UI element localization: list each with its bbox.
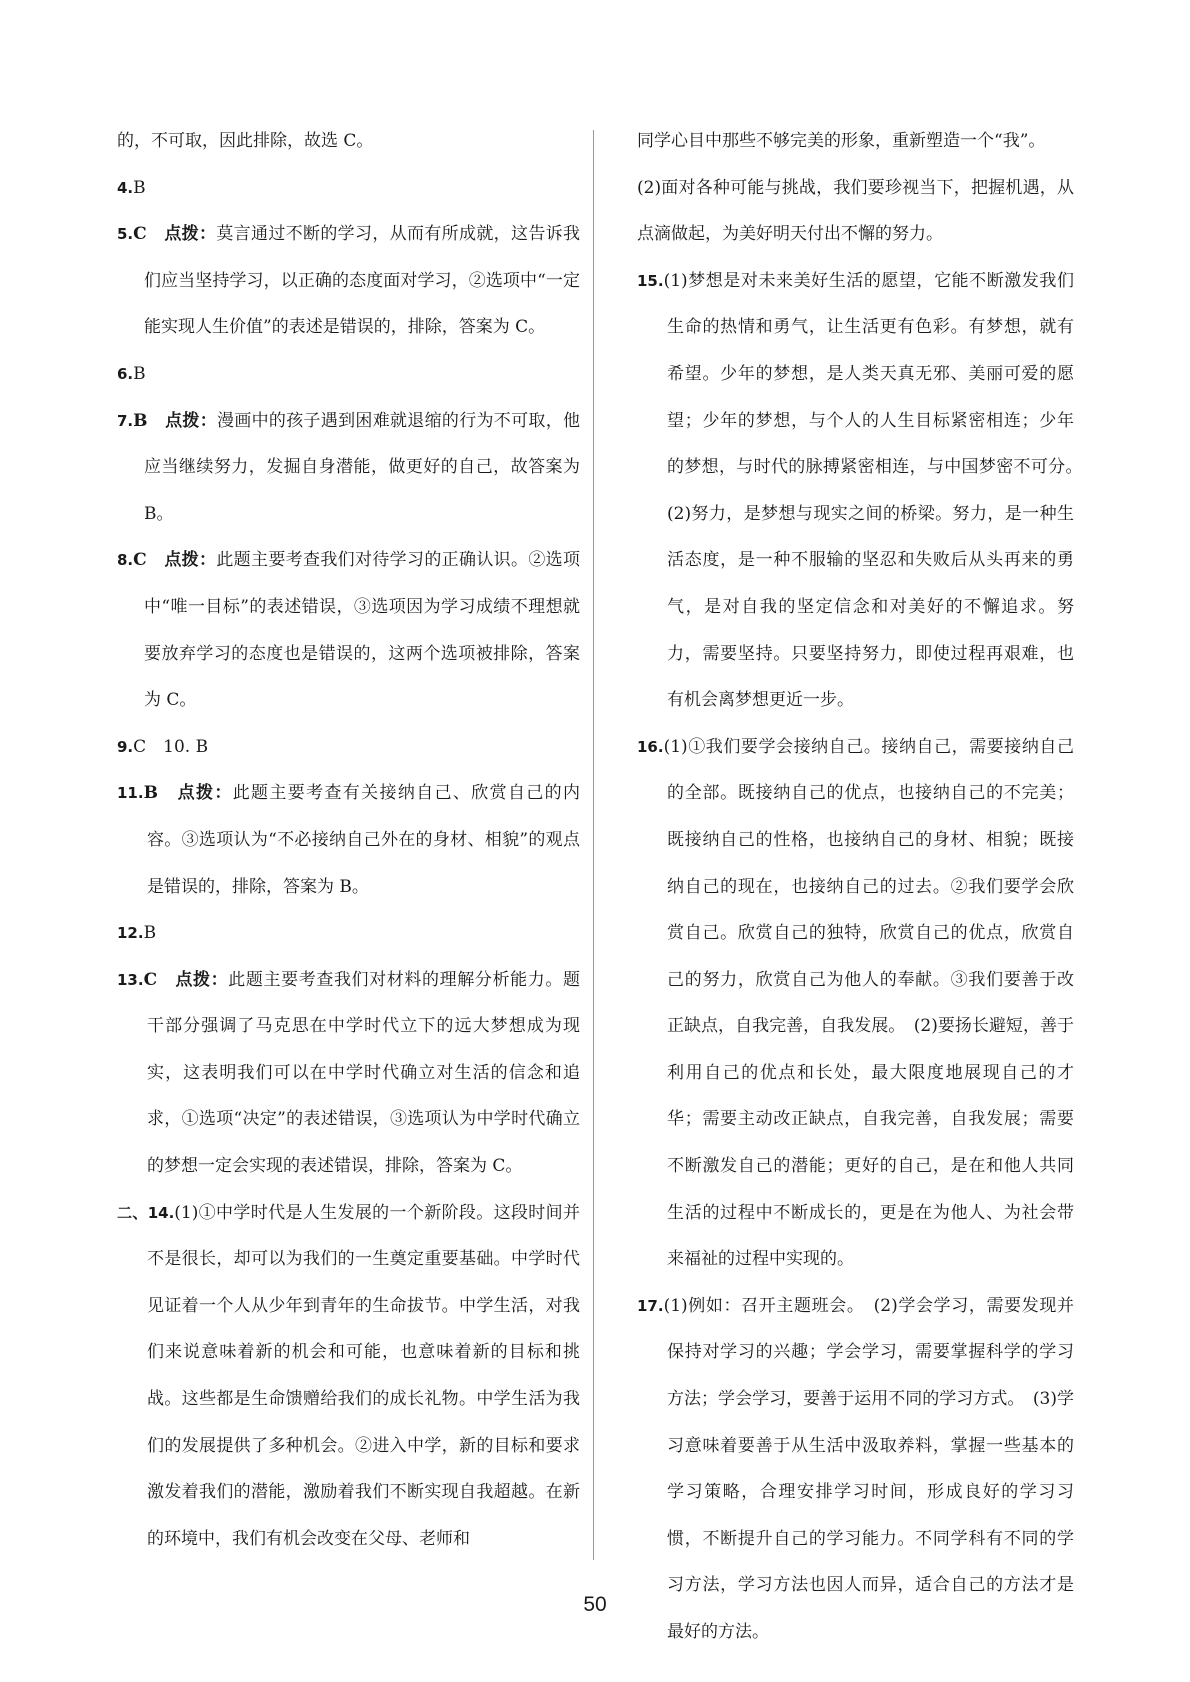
answer-3-continued: 的，不可取，因此排除，故选 C。 xyxy=(117,131,374,151)
answer-14-part-2: (2)面对各种可能与挑战，我们要珍视当下，把握机遇，从点滴做起，为美好明天付出不懈的努力。 xyxy=(637,177,1074,245)
answer-text: (1)①我们要学会接纳自己。接纳自己，需要接纳自己的全部。既接纳自己的优点，也接纳自己的不完美；既接纳自己的性格，也接纳自己的身材、相貌；既接纳自己的现在，也接纳自己的过去。②我们要学会欣赏自己。欣赏自己的独特，欣赏自己的优点，欣赏自己的努力，欣赏自己为他人的奉献。③我们要善于改正缺点，自我完善，自我发展。 (2)要扬长避短，善于利用自己的优点和长处，最大限度地展现自己的才华；需要主动改正缺点，自我完善，自我发展；需要不断激发自己的潜能；更好的自己，是在和他人共同生活的过程中不断成长的，更是在为他人、为社会带来福祉的过程中实现的。 xyxy=(663,736,1074,1270)
column-divider xyxy=(593,130,594,1560)
question-number: 13. xyxy=(117,970,144,989)
question-number: 5. xyxy=(117,225,134,244)
answer-text: 此题主要考查有关接纳自己、欣赏自己的内容。③选项认为“不必接纳自己外在的身材、相貌”的观点是错误的，排除，答案为 B。 xyxy=(147,783,580,897)
answer-hint-label: C 点拨： xyxy=(143,969,229,990)
question-number: 16. xyxy=(637,737,664,756)
answer-13 xyxy=(117,957,580,1190)
answer-hint-label: C 点拨： xyxy=(133,550,217,571)
answer-12 xyxy=(117,910,580,957)
question-number: 12. xyxy=(117,924,144,943)
page-number: 50 xyxy=(583,1593,607,1616)
answer-14 xyxy=(117,1190,580,1563)
answer-text: (1)梦想是对未来美好生活的愿望，它能不断激发我们生命的热情和勇气，让生活更有色彩。有梦想，就有希望。少年的梦想，是人类天真无邪、美丽可爱的愿望；少年的梦想，与个人的人生目标紧密相连；少年的梦想，与时代的脉搏紧密相连，与中国梦密不可分。 (2)努力，是梦想与现实之间的桥梁。努力，是一种生活态度，是一种不服输的坚忍和失败后从头再来的勇气，是对自我的坚定信念和对美好的不懈追求。努力，需要坚持。只要坚持努力，即使过程再艰难，也有机会离梦想更近一步。 xyxy=(663,270,1091,711)
answer-6 xyxy=(117,351,580,398)
answer-text: (1)例如：召开主题班会。 (2)学会学习，需要发现并保持对学习的兴趣；学会学习，需要掌握科学的学习方法；学会学习，要善于运用不同的学习方式。 (3)学习意味着要善于从生活中汲取养料，掌握一些基本的学习策略，合理安排学习时间，形成良好的学习习惯，不断提升自己的学习能力。不同学科有不同的学习方法，学习方法也因人而异，适合自己的方法才是最好的方法。 xyxy=(663,1295,1074,1642)
answer-4 xyxy=(117,165,580,212)
right-column xyxy=(637,118,1091,1656)
answer-hint-label: C 点拨： xyxy=(133,224,217,245)
answer-16 xyxy=(637,724,1074,1283)
question-number: 8. xyxy=(117,551,134,570)
left-column xyxy=(117,118,580,1562)
answer-hint-label: B 点拨： xyxy=(143,783,233,804)
answer-text: 漫画中的孩子遇到困难就退缩的行为不可取，他应当继续努力，发掘自身潜能，做更好的自己，故答案为 B。 xyxy=(144,410,581,524)
answer-5 xyxy=(117,211,580,351)
question-number: 11. xyxy=(117,784,144,803)
answer-text: 莫言通过不断的学习，从而有所成就，这告诉我们应当坚持学习，以正确的态度面对学习，②选项中“一定能实现人生价值”的表述是错误的，排除，答案为 C。 xyxy=(144,224,581,338)
answer-text: (1)①中学时代是人生发展的一个新阶段。这段时间并不是很长，却可以为我们的一生奠定重要基础。中学时代见证着一个人从少年到青年的生命拔节。中学生活，对我们来说意味着新的机会和可能，也意味着新的目标和挑战。这些都是生命馈赠给我们的成长礼物。中学生活为我们的发展提供了多种机会。②进入中学，新的目标和要求激发着我们的潜能，激励着我们不断实现自我超越。在新的环境中，我们有机会改变在父母、老师和 xyxy=(147,1202,580,1549)
answer-text: B xyxy=(133,177,146,198)
answer-text: B xyxy=(143,923,157,944)
answer-15 xyxy=(637,258,1091,724)
answer-text: C 10. B xyxy=(133,736,209,757)
question-number: 4. xyxy=(117,178,134,197)
answer-14-continued: 同学心目中那些不够完美的形象，重新塑造一个“我”。 xyxy=(637,131,1046,151)
answer-text: B xyxy=(133,363,146,384)
question-number: 15. xyxy=(637,271,664,290)
answer-hint-label: B 点拨： xyxy=(133,410,218,431)
question-number: 17. xyxy=(637,1296,664,1315)
answer-11 xyxy=(117,770,580,910)
question-number: 7. xyxy=(117,411,134,430)
answer-7 xyxy=(117,398,580,538)
question-number: 二、14. xyxy=(117,1203,175,1222)
question-number: 6. xyxy=(117,364,134,383)
question-number: 9. xyxy=(117,737,134,756)
answer-text: 此题主要考查我们对材料的理解分析能力。题干部分强调了马克思在中学时代立下的远大梦想成为现实，这表明我们可以在中学时代确立对生活的信念和追求，①选项“决定”的表述错误，③选项认为中学时代确立的梦想一定会实现的表述错误，排除，答案为 C。 xyxy=(147,969,581,1177)
answer-8 xyxy=(117,537,580,723)
answer-9-10 xyxy=(117,724,580,771)
answer-text: 此题主要考查我们对待学习的正确认识。②选项中“唯一目标”的表述错误，③选项因为学习成绩不理想就要放弃学习的态度也是错误的，这两个选项被排除，答案为 C。 xyxy=(144,550,581,711)
